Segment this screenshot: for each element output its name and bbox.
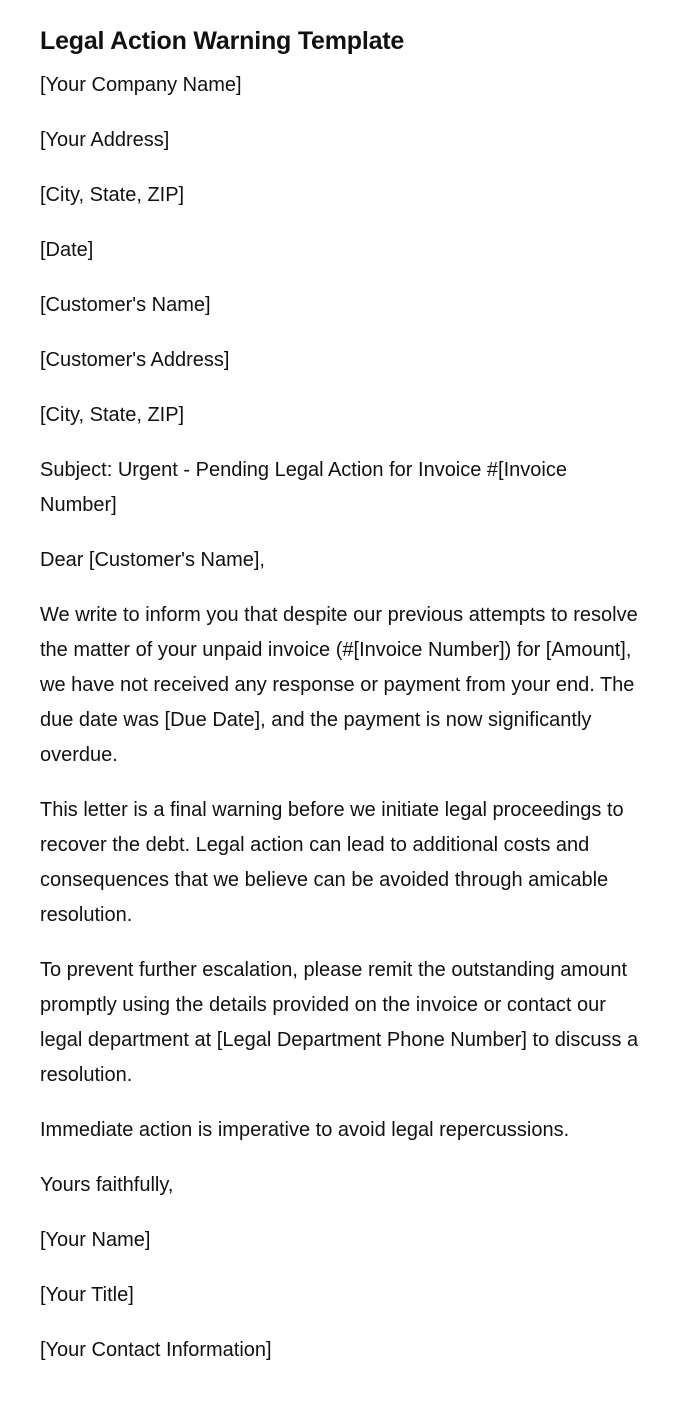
signer-name: [Your Name] [40,1229,151,1251]
sender-city-state-zip: [City, State, ZIP] [40,184,185,206]
recipient-city-state-zip: [City, State, ZIP] [40,404,185,426]
sender-company-name: [Your Company Name] [40,74,242,96]
body-paragraph-final-warning: This letter is a final warning before we initiate legal proceedings to recover the debt. Legal action can lead to additional costs and consequences that we believe can be avoided through amicable resolution. [40,799,624,926]
signer-contact-information: [Your Contact Information] [40,1339,272,1361]
recipient-address: [Customer's Address] [40,349,230,371]
closing: Yours faithfully, [40,1174,174,1196]
body-paragraph-remit-payment: To prevent further escalation, please remit the outstanding amount promptly using the details provided on the invoice or contact our legal department at [Legal Department Phone Number] to discuss a resolution. [40,959,639,1086]
body-paragraph-overdue: We write to inform you that despite our previous attempts to resolve the matter of your unpaid invoice (#[Invoice Number]) for [Amount], we have not received any response or payment from your end. The due date was [Due Date], and the payment is now significantly overdue. [40,604,638,766]
body-paragraph-immediate-action: Immediate action is imperative to avoid legal repercussions. [40,1119,570,1141]
subject-line: Subject: Urgent - Pending Legal Action for Invoice #[Invoice Number] [40,459,567,516]
recipient-name: [Customer's Name] [40,294,211,316]
sender-address: [Your Address] [40,129,170,151]
letter-date: [Date] [40,239,94,261]
salutation: Dear [Customer's Name], [40,549,265,571]
signer-title: [Your Title] [40,1284,134,1306]
document-title: Legal Action Warning Template [40,27,405,55]
